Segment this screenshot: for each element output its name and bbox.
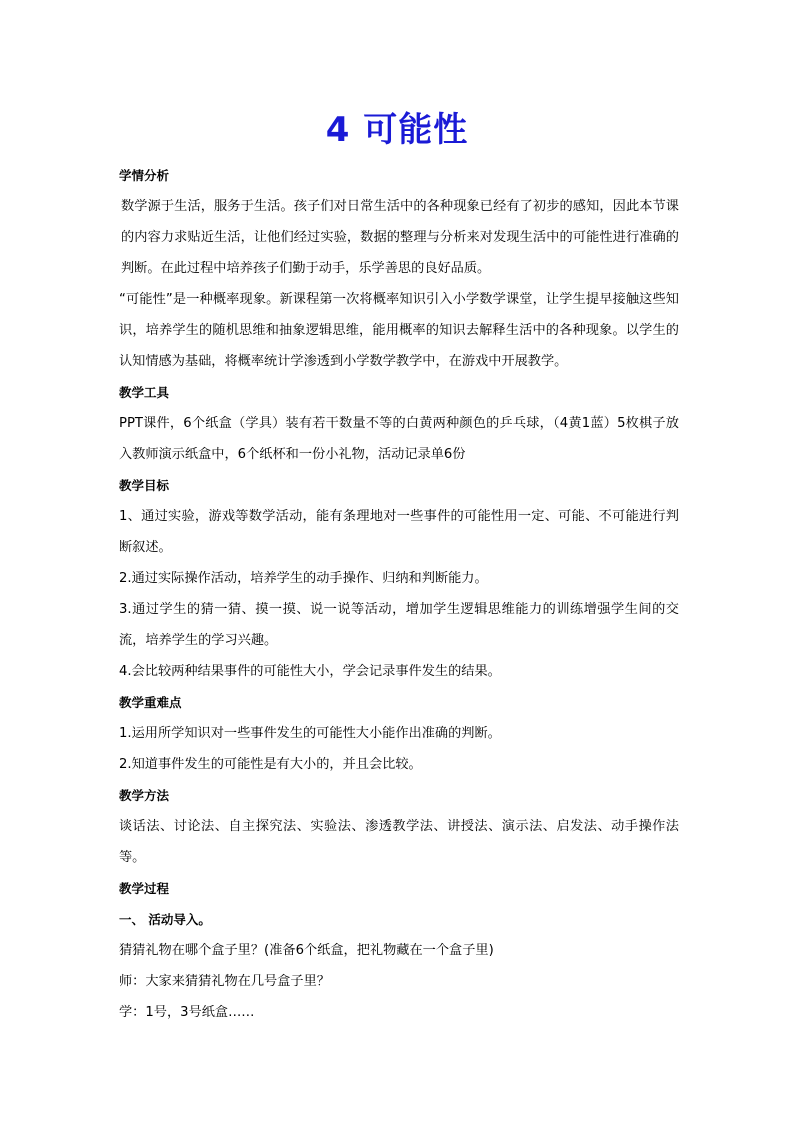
analysis-paragraph-1: 数学源于生活，服务于生活。孩子们对日常生活中的各种现象已经有了初步的感知，因此本节课的内容力求贴近生活，让他们经过实验，数据的整理与分析来对发现生活中的可能性进行准确的判断。在此过程中培养孩子们勤于动手，乐学善思的良好品质。 xyxy=(121,199,679,276)
section-heading-difficulties: 教学重难点 xyxy=(119,695,182,710)
section-heading-goals: 教学目标 xyxy=(119,478,170,493)
document-body xyxy=(119,160,679,1028)
goal-item-1: 1、通过实验，游戏等数学活动，能有条理地对一些事件的可能性用一定、可能、不可能进行判断叙述。 xyxy=(119,509,679,555)
section-heading-tools: 教学工具 xyxy=(119,385,170,400)
tools-paragraph: PPT课件，6个纸盒（学具）装有若干数量不等的白黄两种颜色的乒乓球，（4黄1蓝）5枚棋子放入教师演示纸盒中，6个纸杯和一份小礼物，活动记录单6份 xyxy=(119,416,679,462)
analysis-paragraph-2: “可能性”是一种概率现象。新课程第一次将概率知识引入小学数学课堂，让学生提早接触这些知识，培养学生的随机思维和抽象逻辑思维，能用概率的知识去解释生活中的各种现象。以学生的认知情感为基础，将概率统计学渗透到小学数学教学中，在游戏中开展教学。 xyxy=(119,292,679,369)
section-heading-analysis: 学情分析 xyxy=(119,168,170,183)
process-step-1: 一、 活动导入。 xyxy=(119,912,211,927)
methods-paragraph: 谈话法、讨论法、自主探究法、实验法、渗透教学法、讲授法、演示法、启发法、动手操作法等。 xyxy=(119,819,679,865)
document-title: 4 可能性 xyxy=(325,110,469,150)
process-line-1: 猜猜礼物在哪个盒子里？(准备6个纸盒，把礼物藏在一个盒子里) xyxy=(119,943,494,958)
process-line-3: 学：1号，3号纸盒…… xyxy=(119,1005,255,1020)
goal-item-2: 2.通过实际操作活动，培养学生的动手操作、归纳和判断能力。 xyxy=(119,571,488,586)
section-heading-process: 教学过程 xyxy=(119,881,170,896)
difficulty-item-1: 1.运用所学知识对一些事件发生的可能性大小能作出准确的判断。 xyxy=(119,726,501,741)
difficulty-item-2: 2.知道事件发生的可能性是有大小的，并且会比较。 xyxy=(119,757,422,772)
process-line-2: 师：大家来猜猜礼物在几号盒子里？ xyxy=(119,974,330,989)
goal-item-3: 3.通过学生的猜一猜、摸一摸、说一说等活动，增加学生逻辑思维能力的训练增强学生间的交流，培养学生的学习兴趣。 xyxy=(119,602,679,648)
section-heading-methods: 教学方法 xyxy=(119,788,170,803)
goal-item-4: 4.会比较两种结果事件的可能性大小，学会记录事件发生的结果。 xyxy=(119,664,501,679)
